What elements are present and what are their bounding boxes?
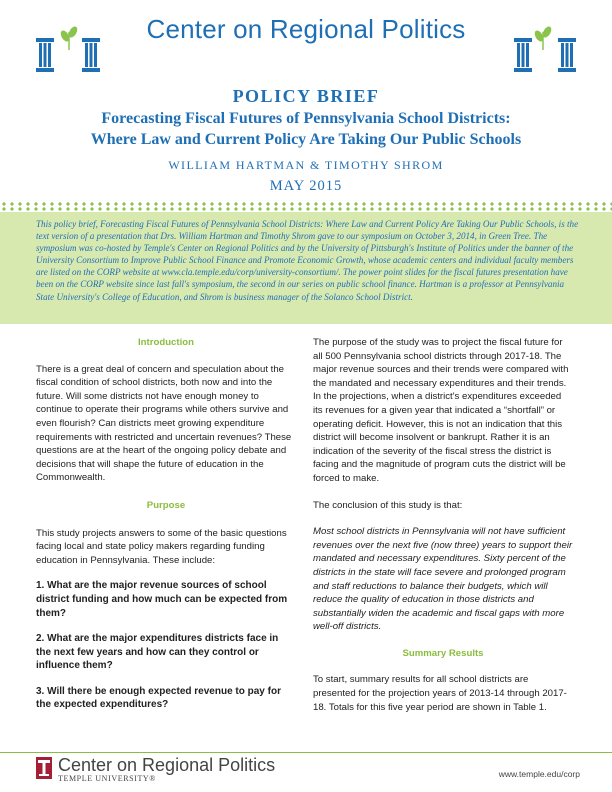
purpose-text: This study projects answers to some of the basic questions facing local and state policy makers regarding funding education in Pennsylvania. These include: <box>36 527 287 566</box>
conclusion-text: Most school districts in Pennsylvania will not have sufficient revenues over the next five (now three) years to support their mandated and necessary expenditures. Sixty percent of the districts in the state will face severe and prolonged program and staff reductions to balance their budgets, which will reduce the quality of education in those districts and substantially widen the academic and fiscal gaps with more well-off districts. <box>313 526 573 633</box>
introduction-text: There is a great deal of concern and speculation about the fiscal condition of school districts, both now and into the future. Will some districts not have enough money to continue to operate their programs while others survive and even flourish? Can districts meet growing expenditure requirements with restricted and uncertain revenues? These questions are at the heart of the ongoing policy debate and decisions that will shape the future of education in the Commonwealth. <box>36 363 292 484</box>
footer-divider <box>0 752 612 753</box>
leaf-icon <box>532 24 554 50</box>
authors: WILLIAM HARTMAN & TIMOTHY SHROM <box>168 158 444 172</box>
left-column <box>36 336 296 712</box>
question-3: 3. Will there be enough expected revenue to pay for the expected expenditures? <box>36 685 281 711</box>
pillar-icon <box>514 38 532 72</box>
conclusion-intro: The conclusion of this study is that: <box>313 499 463 511</box>
org-title: Center on Regional Politics <box>146 14 466 44</box>
title-line-1: Forecasting Fiscal Futures of Pennsylvania School Districts: <box>101 110 511 127</box>
introduction-heading: Introduction <box>138 337 194 348</box>
footer-org-name: Center on Regional Politics <box>58 755 276 775</box>
publication-date: MAY 2015 <box>269 178 343 194</box>
document-title <box>20 108 592 150</box>
dotted-divider <box>0 202 612 206</box>
footer-url[interactable]: www.temple.edu/corp <box>498 769 580 779</box>
pillar-icon <box>558 38 576 72</box>
purpose-heading: Purpose <box>146 499 186 511</box>
right-column <box>313 336 573 714</box>
header <box>0 0 612 80</box>
summary-results-heading: Summary Results <box>402 647 484 659</box>
title-line-2: Where Law and Current Policy Are Taking Our Public Schools <box>90 131 522 148</box>
question-2: 2. What are the major expenditures districts face in the next few years and how can they control or influence them? <box>36 633 279 672</box>
policy-brief-label: POLICY BRIEF <box>232 86 380 106</box>
purpose-continued: The purpose of the study was to project the fiscal future for all 500 Pennsylvania school districts through 2017-18. The major revenue sources and their trends were compared with the mandated and necessary expenditures and their trends. In the projections, when a district's expenditures exceeded its revenues for a given year that indicated a “shortfall” or operating deficit. However, this is not an indication that this district will become insolvent or bankrupt. Rather it is an indication of the severity of the fiscal stress the district is facing and the magnitude of program cuts the district will be forced to make. <box>313 337 569 484</box>
footer-university: TEMPLE UNIVERSITY® <box>58 774 156 783</box>
abstract-text: This policy brief, Forecasting Fiscal Futures of Pennsylvania School Districts: Where Law and Current Policy Are Taking Our Public Schools, is the text version of a presentation that Drs. William Hartman and Timothy Shrom gave to our symposium on October 3, 2014, in Green Tree. The symposium was co-hosted by Temple's Center on Regional Politics and by the University of Pittsburgh's Institute of Politics under the banner of the University Consortium to Improve Public School Finance and Promote Economic Growth, whose academic centers and individual faculty members are listed on the CORP website at www.cla.temple.edu/corp/university-consortium/. The power point slides for the fiscal futures presentation have been on the CORP website since last fall's symposium, the second in our series on public school finance. Hartman is a professor at Pennsylvania State University's College of Education, and Shrom is business manager of the Solanco School District. <box>36 219 579 302</box>
summary-results-text: To start, summary results for all school districts are presented for the projection years of 2013-14 through 2017-18. Totals for this five year period are shown in Table 1. <box>313 674 567 713</box>
dotted-divider <box>0 207 612 211</box>
temple-t-logo-icon <box>36 757 52 779</box>
question-1: 1. What are the major revenue sources of school district funding and how much can be expected from them? <box>36 580 288 619</box>
